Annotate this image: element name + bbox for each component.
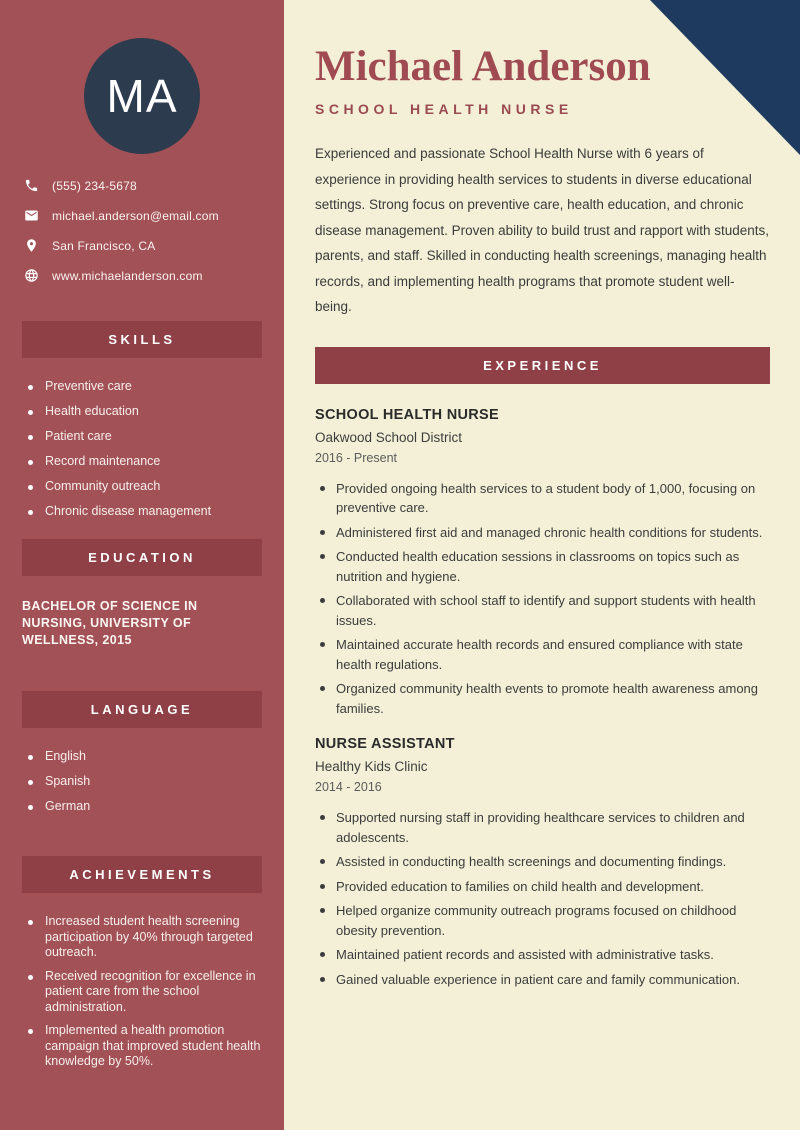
location-icon bbox=[24, 238, 39, 253]
avatar-initials: MA bbox=[106, 70, 178, 122]
list-item: Community outreach bbox=[22, 479, 262, 494]
language-section-header bbox=[22, 691, 262, 728]
job-company: Healthy Kids Clinic bbox=[315, 759, 428, 774]
education-degree: BACHELOR OF SCIENCE IN NURSING, UNIVERSITY OF WELLNESS, 2015 bbox=[22, 599, 198, 647]
page-title: Michael Anderson bbox=[315, 43, 651, 90]
list-item: Increased student health screening participation by 40% through targeted outreach. bbox=[22, 914, 262, 961]
list-item: Maintained patient records and assisted with administrative tasks. bbox=[315, 945, 770, 965]
list-item: Received recognition for excellence in patient care from the school administration. bbox=[22, 969, 262, 1016]
education-header-label: EDUCATION bbox=[88, 550, 196, 565]
list-item: Conducted health education sessions in classrooms on topics such as nutrition and hygiene. bbox=[315, 547, 770, 586]
location-value: San Francisco, CA bbox=[52, 238, 156, 253]
list-item: Organized community health events to promote health awareness among families. bbox=[315, 679, 770, 718]
role-subtitle: SCHOOL HEALTH NURSE bbox=[315, 101, 573, 117]
achievements-section-header bbox=[22, 856, 262, 893]
avatar bbox=[84, 38, 200, 154]
main-content bbox=[284, 0, 800, 1130]
list-item: English bbox=[22, 749, 262, 764]
contact-row-location bbox=[22, 238, 262, 253]
job-title: NURSE ASSISTANT bbox=[315, 736, 455, 752]
list-item: Preventive care bbox=[22, 379, 262, 394]
contact-row-phone bbox=[22, 178, 262, 193]
contact-row-website bbox=[22, 268, 262, 283]
list-item: Provided ongoing health services to a student body of 1,000, focusing on preventive care. bbox=[315, 479, 770, 518]
sidebar bbox=[0, 0, 284, 1130]
skills-section-header bbox=[22, 321, 262, 358]
list-item: Chronic disease management bbox=[22, 504, 262, 519]
list-item: Record maintenance bbox=[22, 454, 262, 469]
list-item: Administered first aid and managed chronic health conditions for students. bbox=[315, 523, 770, 543]
job-bullet-list bbox=[315, 479, 770, 719]
skills-header-label: SKILLS bbox=[108, 332, 176, 347]
list-item: Health education bbox=[22, 404, 262, 419]
list-item: Supported nursing staff in providing healthcare services to children and adolescents. bbox=[315, 808, 770, 847]
email-value: michael.anderson@email.com bbox=[52, 208, 219, 223]
summary-paragraph: Experienced and passionate School Health Nurse with 6 years of experience in providing health services to students in diverse educational settings. Strong focus on preventive care, health education, and chronic disease management. Proven ability to build trust and rapport with students, parents, and staff. Skilled in conducting health screenings, managing health records, and implementing health programs that promote student well-being. bbox=[315, 146, 770, 314]
job-entry bbox=[315, 736, 770, 989]
contact-row-email bbox=[22, 208, 262, 223]
website-value: www.michaelanderson.com bbox=[52, 268, 203, 283]
list-item: Helped organize community outreach programs focused on childhood obesity prevention. bbox=[315, 901, 770, 940]
language-list bbox=[22, 749, 262, 814]
job-title: SCHOOL HEALTH NURSE bbox=[315, 406, 500, 423]
list-item: Implemented a health promotion campaign that improved student health knowledge by 50%. bbox=[22, 1023, 262, 1070]
globe-icon bbox=[24, 268, 39, 283]
list-item: Provided education to families on child health and development. bbox=[315, 877, 770, 897]
job-dates: 2016 - Present bbox=[315, 450, 397, 465]
job-company: Oakwood School District bbox=[315, 429, 463, 445]
list-item: Gained valuable experience in patient care and family communication. bbox=[315, 970, 770, 990]
experience-section-header bbox=[315, 347, 770, 384]
phone-value: (555) 234-5678 bbox=[52, 178, 137, 193]
experience-header-label: EXPERIENCE bbox=[483, 357, 602, 373]
contact-info bbox=[22, 178, 262, 283]
language-header-label: LANGUAGE bbox=[90, 702, 194, 717]
education-section-header bbox=[22, 539, 262, 576]
email-icon bbox=[24, 208, 39, 223]
job-entry bbox=[315, 407, 770, 719]
phone-icon bbox=[24, 178, 39, 193]
list-item: Collaborated with school staff to identify and support students with health issues. bbox=[315, 591, 770, 630]
skills-list bbox=[22, 379, 262, 519]
job-bullet-list bbox=[315, 808, 770, 989]
achievements-header-label: ACHIEVEMENTS bbox=[69, 867, 215, 882]
achievements-list bbox=[22, 914, 262, 1070]
job-dates: 2014 - 2016 bbox=[315, 780, 382, 794]
list-item: Spanish bbox=[22, 774, 262, 789]
list-item: Assisted in conducting health screenings and documenting findings. bbox=[315, 852, 770, 872]
list-item: Maintained accurate health records and ensured compliance with state health regulations. bbox=[315, 635, 770, 674]
list-item: German bbox=[22, 799, 262, 814]
list-item: Patient care bbox=[22, 429, 262, 444]
